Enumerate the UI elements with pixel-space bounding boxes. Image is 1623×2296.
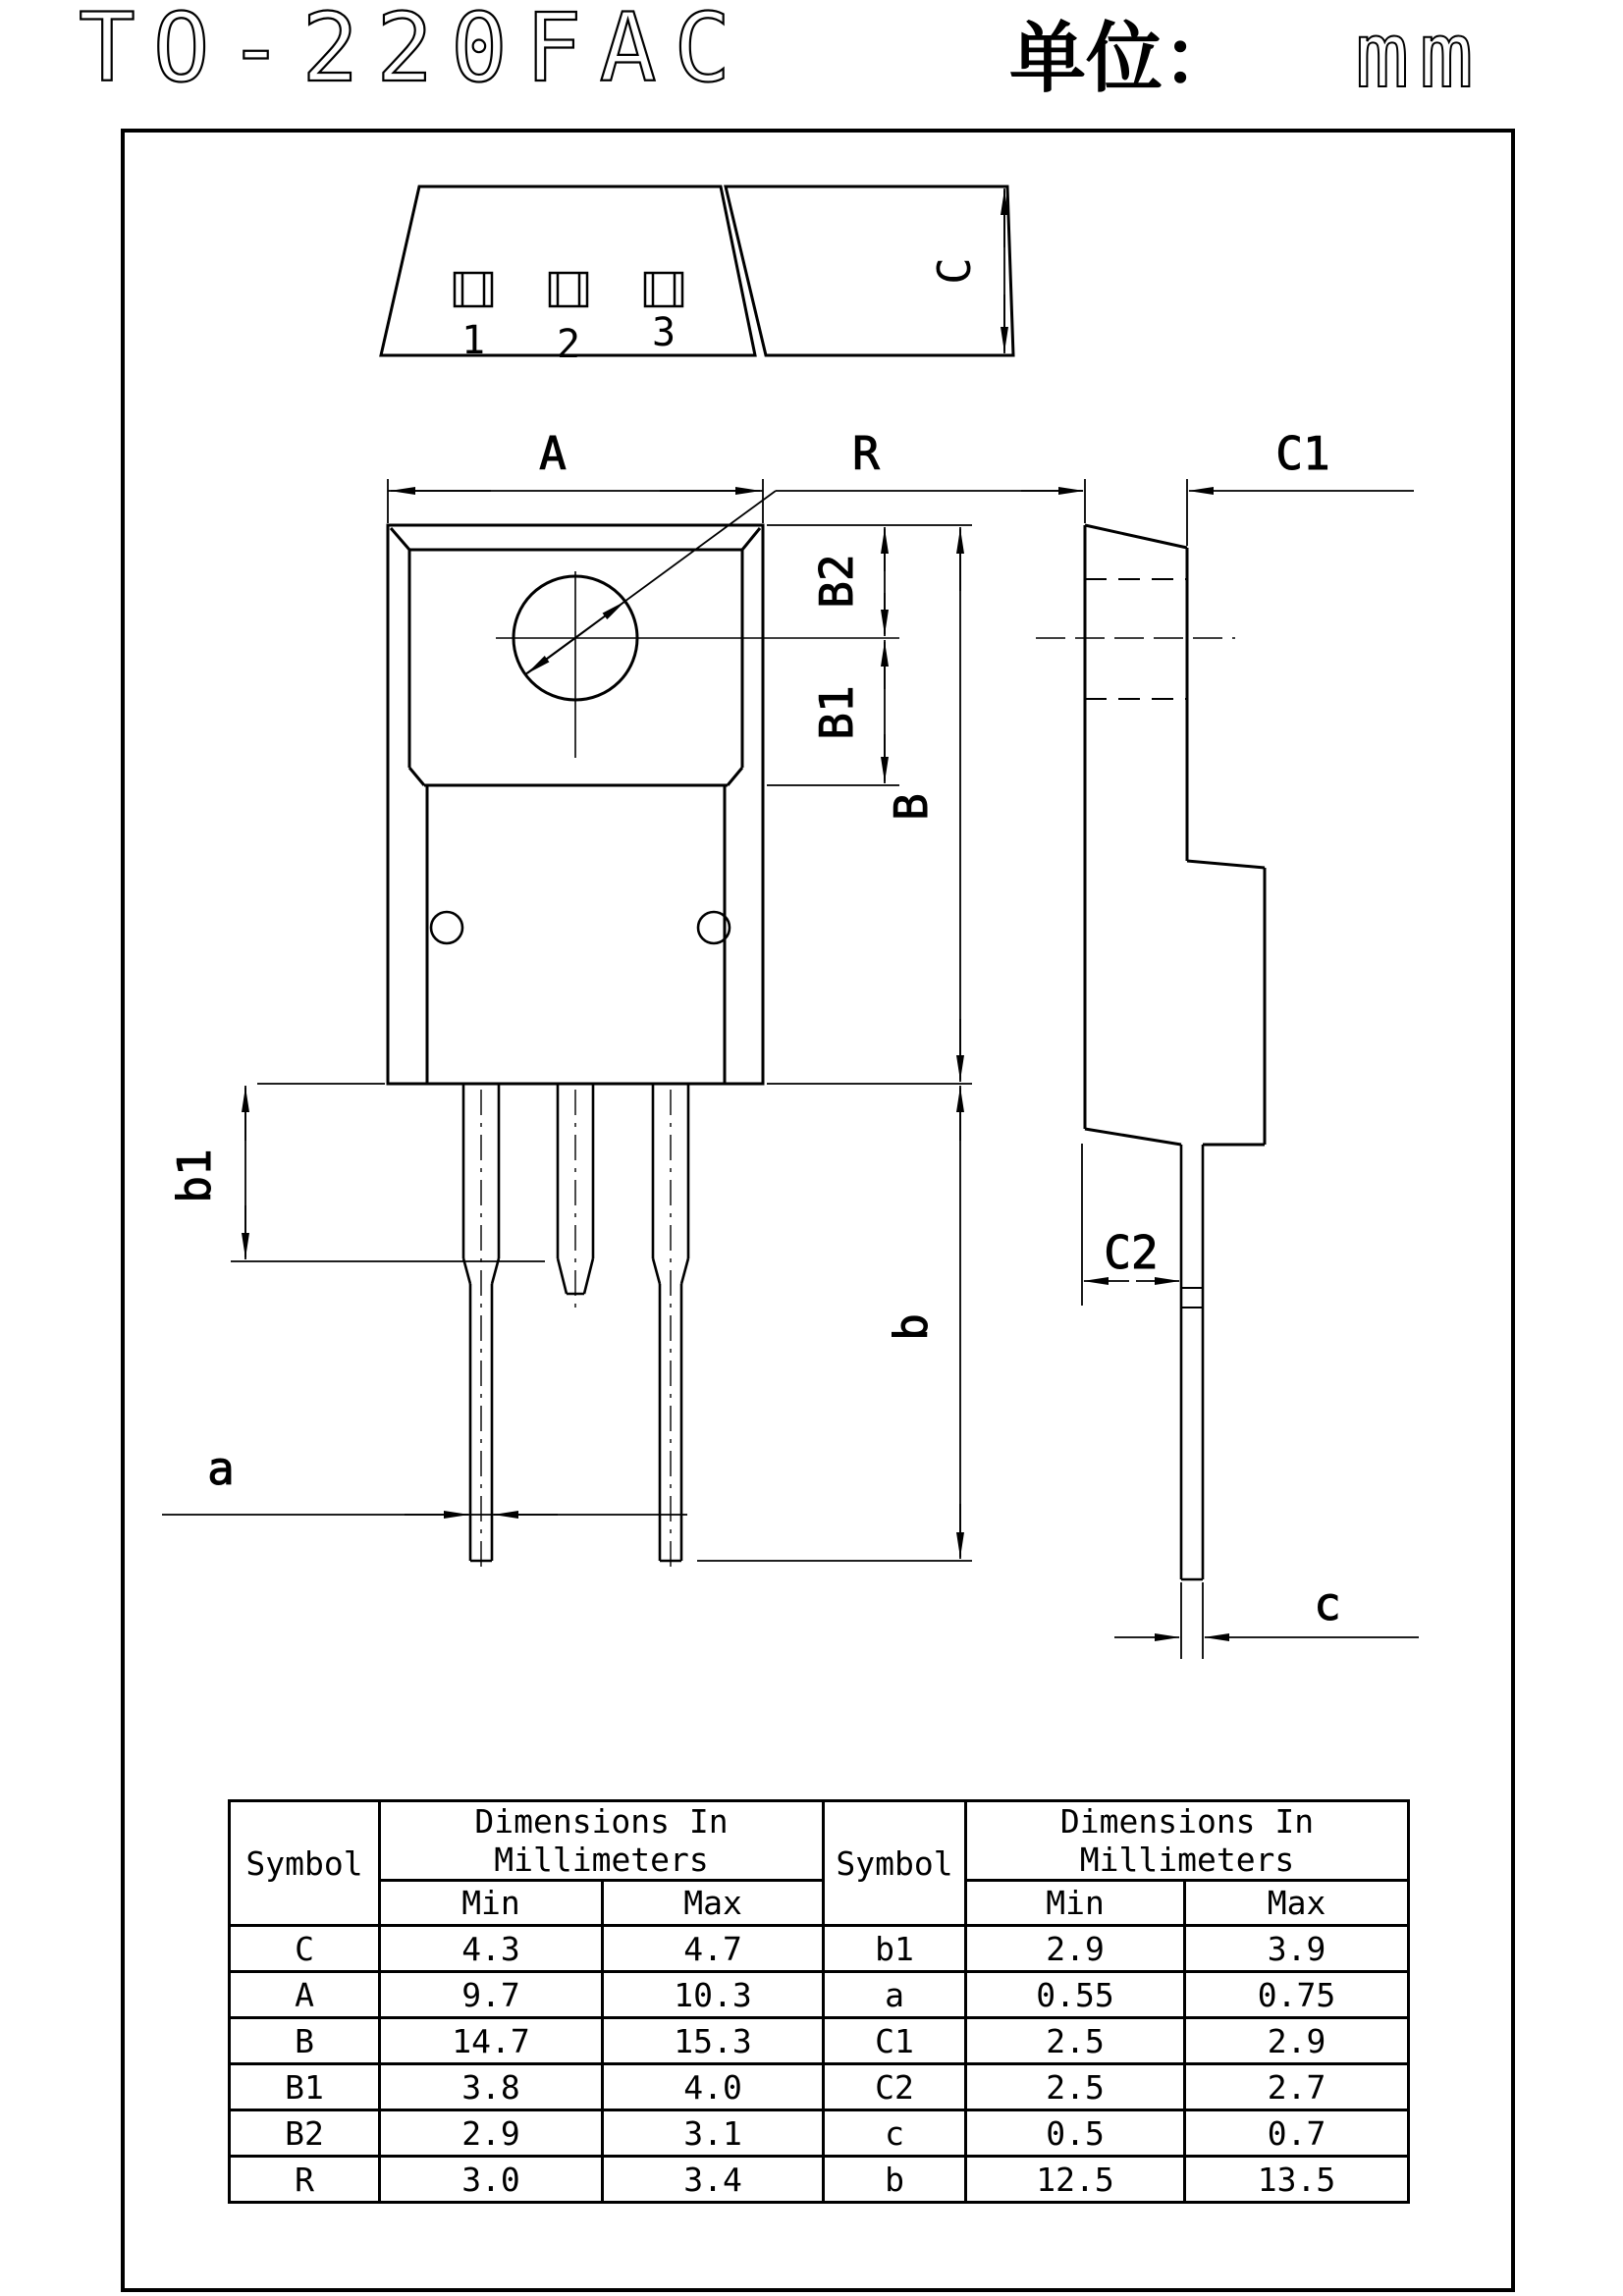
dim-R-label: R [852,427,880,480]
dim-R-leader [525,491,1083,674]
dim-B [767,527,972,1084]
symbol-header-right: Symbol [824,1801,966,1926]
symbol-cell: B [230,2018,380,2064]
symbol-cell: b [824,2157,966,2203]
front-leg-2 [558,1084,593,1313]
max-cell: 13.5 [1185,2157,1409,2203]
top-view-pin-3 [645,273,682,306]
dim-C2 [1082,1144,1179,1306]
dimensions-table [228,1799,1410,2204]
min-cell: 2.9 [966,1926,1185,1972]
unit-label: 单位： [1009,16,1240,101]
symbol-cell: C2 [824,2064,966,2110]
table-row [230,2064,1409,2110]
dim-B-label: B [885,793,938,821]
dim-c-label: c [1314,1577,1341,1630]
dim-C-label: C [928,257,981,285]
dim-b-label: b [885,1313,938,1341]
front-view [162,427,1083,1569]
dim-C1 [1021,479,1414,546]
side-leg [1181,1145,1203,1579]
top-view [381,187,1013,367]
dim-b1-label: b1 [168,1148,221,1203]
dim-C1-label: C1 [1275,427,1330,480]
table-row [230,2110,1409,2157]
symbol-header-left: Symbol [230,1801,380,1926]
table-header-row [230,1801,1409,1881]
dim-A-label: A [539,427,567,480]
max-cell: 2.7 [1185,2064,1409,2110]
min-cell: 3.0 [380,2157,603,2203]
min-cell: 4.3 [380,1926,603,1972]
pin-3-label: 3 [651,310,676,355]
min-cell: 2.5 [966,2064,1185,2110]
side-view [1021,427,1419,1659]
min-cell: 2.5 [966,2018,1185,2064]
max-cell: 3.1 [603,2110,824,2157]
max-cell: 15.3 [603,2018,824,2064]
unit-value: mm [1355,3,1484,108]
page-title: TO-220FAC [79,0,749,103]
max-cell: 4.7 [603,1926,824,1972]
table-row [230,2018,1409,2064]
symbol-cell: B2 [230,2110,380,2157]
min-cell: 12.5 [966,2157,1185,2203]
min-header-right: Min [966,1881,1185,1926]
top-view-pin-2 [550,273,587,306]
max-cell: 3.4 [603,2157,824,2203]
symbol-cell: R [230,2157,380,2203]
table-row [230,1926,1409,1972]
front-leg-1 [463,1084,499,1569]
max-header-left: Max [603,1881,824,1926]
symbol-cell: c [824,2110,966,2157]
symbol-cell: a [824,1972,966,2018]
max-header-right: Max [1185,1881,1409,1926]
min-cell: 14.7 [380,2018,603,2064]
max-cell: 10.3 [603,1972,824,2018]
dim-C2-label: C2 [1104,1226,1159,1279]
max-cell: 4.0 [603,2064,824,2110]
max-cell: 3.9 [1185,1926,1409,1972]
table-minmax-row [230,1881,1409,1926]
ear-hole-left [431,912,462,943]
side-hidden-lines [1036,579,1235,699]
min-cell: 9.7 [380,1972,603,2018]
min-cell: 3.8 [380,2064,603,2110]
top-view-pin-1 [455,273,492,306]
dim-A [388,479,763,523]
symbol-cell: B1 [230,2064,380,2110]
dim-a-label: a [207,1442,235,1495]
dim-B1-label: B1 [810,685,863,740]
pin-2-label: 2 [556,322,581,367]
front-leg-3 [653,1084,688,1569]
symbol-cell: b1 [824,1926,966,1972]
table-row [230,2157,1409,2203]
dims-header-left: Dimensions In Millimeters [380,1801,824,1881]
symbol-cell: C1 [824,2018,966,2064]
dim-B2-B1 [767,525,972,785]
side-profile-outline [1085,525,1265,1145]
max-cell: 2.9 [1185,2018,1409,2064]
min-cell: 2.9 [380,2110,603,2157]
min-cell: 0.5 [966,2110,1185,2157]
dims-header-right: Dimensions In Millimeters [966,1801,1409,1881]
min-header-left: Min [380,1881,603,1926]
min-cell: 0.55 [966,1972,1185,2018]
dim-B2-label: B2 [810,554,863,609]
table-row [230,1972,1409,2018]
max-cell: 0.7 [1185,2110,1409,2157]
max-cell: 0.75 [1185,1972,1409,2018]
symbol-cell: A [230,1972,380,2018]
dim-c [1114,1582,1419,1659]
symbol-cell: C [230,1926,380,1972]
pin-1-label: 1 [460,318,486,363]
